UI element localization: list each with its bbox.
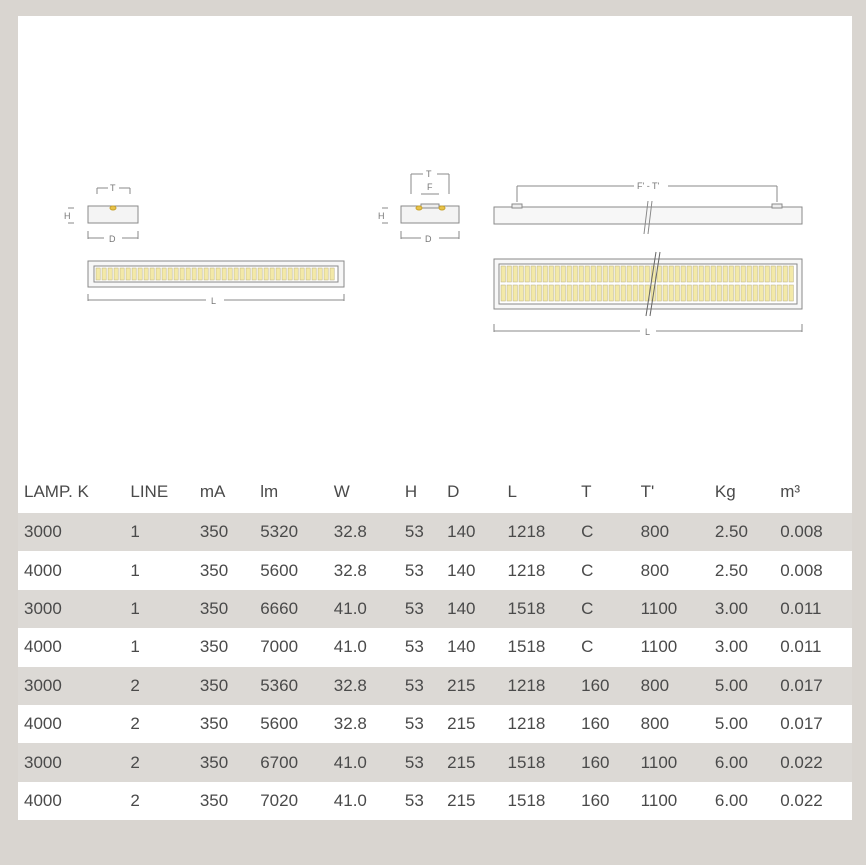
led-module (759, 285, 763, 301)
led-module (204, 268, 208, 280)
table-cell: 53 (404, 714, 424, 734)
table-cell: 2.50 (714, 560, 748, 580)
table-row (18, 513, 852, 551)
table-cell: 1218 (507, 675, 546, 695)
table-cell: 6700 (260, 752, 299, 772)
table-cell: C (581, 522, 594, 542)
led-module (591, 266, 595, 282)
table-cell: 32.8 (333, 675, 367, 695)
led-module (114, 268, 118, 280)
led-module (561, 266, 565, 282)
table-cell: 1100 (640, 790, 678, 810)
led-module (759, 266, 763, 282)
column-header: T (581, 482, 592, 501)
table-cell: 1100 (640, 637, 678, 657)
dim-label-t: T (110, 183, 116, 193)
led-module (108, 268, 112, 280)
led-module (597, 266, 601, 282)
led-module (507, 285, 511, 301)
table-cell: 215 (447, 714, 476, 734)
table-cell: 1218 (507, 714, 546, 734)
led-module (753, 285, 757, 301)
led-module (621, 266, 625, 282)
led-module (753, 266, 757, 282)
led-module (168, 268, 172, 280)
table-cell: 0.008 (780, 560, 823, 580)
led-module (324, 268, 328, 280)
led-module (639, 285, 643, 301)
led-module (579, 285, 583, 301)
led-module (126, 268, 130, 280)
table-cell: 1218 (507, 522, 546, 542)
led-module (573, 285, 577, 301)
led-module (771, 266, 775, 282)
led-module (783, 285, 787, 301)
led-module (633, 266, 637, 282)
table-row (18, 782, 852, 820)
table-cell: 6.00 (714, 790, 748, 810)
table-cell: 1 (130, 522, 140, 542)
technical-drawing-panel (18, 16, 852, 471)
dim-label-h: H (64, 211, 71, 221)
table-cell: 800 (640, 522, 670, 542)
table-cell: 41.0 (333, 752, 367, 772)
table-cell: 1100 (640, 598, 678, 618)
dim-label-d2: D (425, 234, 432, 244)
led-module (627, 285, 631, 301)
led-module (300, 268, 304, 280)
led-module (96, 268, 100, 280)
led-module (198, 268, 202, 280)
column-header: lm (260, 482, 279, 501)
led-module (318, 268, 322, 280)
table-cell: 53 (404, 637, 424, 657)
table-cell: 3000 (24, 522, 62, 542)
table-cell: 350 (199, 752, 229, 772)
table-cell: 53 (404, 675, 424, 695)
led-module (102, 268, 106, 280)
led-module (603, 285, 607, 301)
led-module (246, 268, 250, 280)
column-header: mA (199, 482, 226, 501)
column-header: T' (640, 482, 655, 501)
single-line-bottom-view (88, 261, 344, 301)
table-cell: 41.0 (333, 637, 367, 657)
led-module (330, 268, 334, 280)
led-module (657, 285, 661, 301)
led-module (258, 268, 262, 280)
led-module (162, 268, 166, 280)
led-module (609, 285, 613, 301)
column-header: W (333, 482, 350, 501)
led-module (312, 268, 316, 280)
table-cell: 350 (199, 598, 229, 618)
table-cell: 800 (640, 675, 670, 695)
led-module (120, 268, 124, 280)
led-module (555, 285, 559, 301)
led-module (723, 285, 727, 301)
table-cell: 0.008 (780, 522, 823, 542)
led-module (513, 266, 517, 282)
led-module (192, 268, 196, 280)
led-module (144, 268, 148, 280)
led-module (543, 285, 547, 301)
table-cell: 1100 (640, 752, 678, 772)
led-module (264, 268, 268, 280)
table-row (18, 667, 852, 705)
led-module (228, 268, 232, 280)
led-module (669, 285, 673, 301)
column-header: H (404, 482, 418, 501)
table-row (18, 551, 852, 589)
led-module (711, 266, 715, 282)
dim-label-f: F (427, 182, 433, 192)
table-cell: 32.8 (333, 560, 367, 580)
table-cell: 53 (404, 560, 424, 580)
table-cell: 1 (130, 637, 140, 657)
led-module (621, 285, 625, 301)
table-cell: 140 (447, 560, 476, 580)
led-module (663, 285, 667, 301)
table-cell: 215 (447, 752, 476, 772)
led-module (645, 266, 649, 282)
led-module (234, 268, 238, 280)
led-module (615, 285, 619, 301)
table-cell: 2 (130, 752, 140, 772)
led-module (555, 266, 559, 282)
led-module (687, 285, 691, 301)
led-module (675, 285, 679, 301)
table-cell: 3000 (24, 598, 62, 618)
table-cell: 6660 (260, 598, 299, 618)
table-cell: 1218 (507, 560, 546, 580)
led-module (519, 266, 523, 282)
led-module (699, 266, 703, 282)
table-cell: 3.00 (714, 637, 748, 657)
column-header: L (507, 482, 517, 501)
led-module (747, 266, 751, 282)
led-module (525, 266, 529, 282)
led-module (282, 268, 286, 280)
table-cell: 41.0 (333, 790, 367, 810)
led-module (174, 268, 178, 280)
table-row (18, 628, 852, 666)
table-cell: 4000 (24, 637, 62, 657)
led-module (777, 285, 781, 301)
column-header: LAMP. K (24, 482, 89, 501)
led-module (567, 266, 571, 282)
dim-label-l2: L (645, 327, 651, 337)
led-module (789, 266, 793, 282)
led-module (573, 266, 577, 282)
led-module (513, 285, 517, 301)
table-cell: 3.00 (714, 598, 748, 618)
table-cell: 1518 (507, 598, 546, 618)
led-module (549, 285, 553, 301)
table-cell: 350 (199, 560, 229, 580)
table-cell: 215 (447, 675, 476, 695)
led-module (180, 268, 184, 280)
led-module (669, 266, 673, 282)
table-cell: 1 (130, 560, 140, 580)
led-module (603, 266, 607, 282)
led-module (639, 266, 643, 282)
led-module (693, 285, 697, 301)
led-module (627, 266, 631, 282)
dim-label-l: L (211, 296, 217, 306)
table-cell: 1518 (507, 790, 546, 810)
table-cell: 160 (581, 790, 610, 810)
table-cell: 6.00 (714, 752, 748, 772)
table-cell: 53 (404, 790, 424, 810)
led-module (294, 268, 298, 280)
table-cell: 140 (447, 637, 476, 657)
led-module (306, 268, 310, 280)
led-module (711, 285, 715, 301)
led-module (252, 268, 256, 280)
led-module (609, 266, 613, 282)
led-module (531, 285, 535, 301)
dim-label-fixing-spacing: F' - T' (637, 181, 660, 191)
table-cell: 53 (404, 598, 424, 618)
table-cell: 32.8 (333, 522, 367, 542)
dim-label-h2: H (378, 211, 385, 221)
led-module (717, 266, 721, 282)
led-module (681, 285, 685, 301)
column-header: Kg (714, 482, 736, 501)
table-cell: 350 (199, 637, 229, 657)
led-module (789, 285, 793, 301)
led-module (240, 268, 244, 280)
table-cell: 160 (581, 752, 610, 772)
led-module (216, 268, 220, 280)
luminaire-drawings (18, 16, 852, 471)
led-module (222, 268, 226, 280)
led-module (156, 268, 160, 280)
led-module (150, 268, 154, 280)
table-cell: 160 (581, 675, 610, 695)
led-module (783, 266, 787, 282)
led-module (591, 285, 595, 301)
led-module (288, 268, 292, 280)
led-module (525, 285, 529, 301)
table-cell: 32.8 (333, 714, 367, 734)
double-line-bottom-view (494, 252, 802, 332)
table-cell: 41.0 (333, 598, 367, 618)
table-cell: 2 (130, 714, 140, 734)
led-module (132, 268, 136, 280)
table-cell: 350 (199, 675, 229, 695)
led-module (771, 285, 775, 301)
table-cell: 0.017 (780, 675, 823, 695)
led-module (741, 285, 745, 301)
table-header-row (18, 471, 852, 513)
led-module (729, 285, 733, 301)
led-module (687, 266, 691, 282)
led-module (138, 268, 142, 280)
table-cell: 5.00 (714, 675, 748, 695)
led-module (501, 285, 505, 301)
table-cell: 2 (130, 675, 140, 695)
led-module (210, 268, 214, 280)
double-line-side-view (494, 186, 802, 234)
led-module (537, 285, 541, 301)
table-cell: 1518 (507, 752, 546, 772)
table-cell: 3000 (24, 752, 62, 772)
led-module (579, 266, 583, 282)
led-module (735, 266, 739, 282)
led-module (276, 268, 280, 280)
led-module (663, 266, 667, 282)
table-row (18, 743, 852, 781)
led-module (507, 266, 511, 282)
table-cell: 2.50 (714, 522, 748, 542)
table-cell: 0.011 (780, 598, 822, 618)
dim-label-t2: T (426, 169, 432, 179)
column-header: m³ (780, 482, 801, 501)
double-line-section-drawing (382, 174, 459, 239)
led-module (765, 285, 769, 301)
led-module (729, 266, 733, 282)
table-cell: 4000 (24, 714, 62, 734)
table-cell: 3000 (24, 675, 62, 695)
led-module (705, 285, 709, 301)
table-cell: 800 (640, 714, 670, 734)
table-cell: 140 (447, 598, 476, 618)
led-module (519, 285, 523, 301)
table-cell: 350 (199, 522, 229, 542)
table-cell: 160 (581, 714, 610, 734)
table-cell: 5600 (260, 714, 299, 734)
table-cell: 800 (640, 560, 670, 580)
led-module (549, 266, 553, 282)
led-module (717, 285, 721, 301)
table-cell: 350 (199, 790, 229, 810)
led-module (765, 266, 769, 282)
table-cell: 1 (130, 598, 140, 618)
table-row (18, 705, 852, 743)
table-cell: 140 (447, 522, 476, 542)
led-module (585, 266, 589, 282)
led-module (615, 266, 619, 282)
led-module (699, 285, 703, 301)
led-module (693, 266, 697, 282)
table-cell: 215 (447, 790, 476, 810)
spec-table (18, 471, 852, 820)
led-module (561, 285, 565, 301)
led-module (675, 266, 679, 282)
table-cell: 0.017 (780, 714, 823, 734)
dim-label-d: D (109, 234, 116, 244)
table-cell: 0.011 (780, 637, 822, 657)
table-cell: 53 (404, 522, 424, 542)
table-cell: 4000 (24, 790, 62, 810)
table-cell: 0.022 (780, 752, 823, 772)
led-module (723, 266, 727, 282)
table-cell: 5600 (260, 560, 299, 580)
table-cell: 2 (130, 790, 140, 810)
table-body (18, 513, 852, 820)
led-module (501, 266, 505, 282)
led-module (747, 285, 751, 301)
led-module (681, 266, 685, 282)
table-cell: 7020 (260, 790, 299, 810)
led-module (567, 285, 571, 301)
table-cell: 350 (199, 714, 229, 734)
table-cell: C (581, 637, 594, 657)
column-header: LINE (130, 482, 169, 501)
table-cell: C (581, 560, 594, 580)
led-module (543, 266, 547, 282)
table-cell: 0.022 (780, 790, 823, 810)
led-module (633, 285, 637, 301)
table-row (18, 590, 852, 628)
led-module (186, 268, 190, 280)
table-cell: 5.00 (714, 714, 748, 734)
table-cell: 5360 (260, 675, 299, 695)
led-module (597, 285, 601, 301)
led-module (270, 268, 274, 280)
table-cell: 4000 (24, 560, 62, 580)
led-module (741, 266, 745, 282)
table-cell: 1518 (507, 637, 546, 657)
led-module (531, 266, 535, 282)
single-line-section-drawing (68, 188, 138, 239)
led-module (585, 285, 589, 301)
table-cell: C (581, 598, 594, 618)
led-module (777, 266, 781, 282)
led-module (735, 285, 739, 301)
column-header: D (447, 482, 460, 501)
led-module (705, 266, 709, 282)
table-cell: 53 (404, 752, 424, 772)
table-cell: 5320 (260, 522, 299, 542)
table-cell: 7000 (260, 637, 299, 657)
led-module (537, 266, 541, 282)
